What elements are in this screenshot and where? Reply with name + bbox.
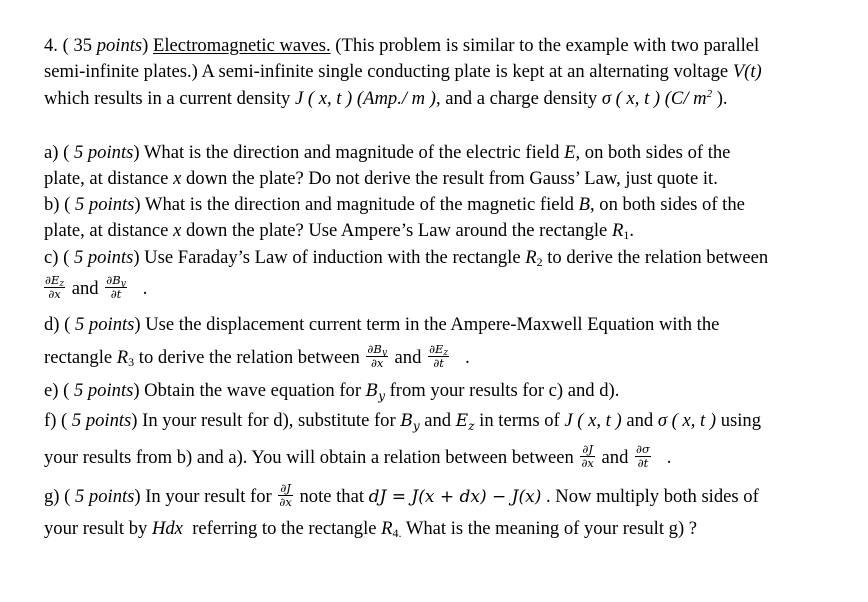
variable-x: x xyxy=(173,220,182,241)
part-text: your result by xyxy=(44,518,152,539)
charge-density-symbol: σ ( x, t ) xyxy=(601,88,661,109)
part-text: down the plate? Use Ampere’s Law around the rectangle xyxy=(181,220,612,241)
field-symbol: B xyxy=(578,194,590,215)
part-text: to derive the relation between xyxy=(134,346,365,368)
part-f-line-2 xyxy=(44,442,672,472)
fraction-dEz-dx: $\frac{\partial E_z}{\partial x}$ xyxy=(45,273,65,301)
part-e-line-1 xyxy=(44,380,619,402)
part-text: and xyxy=(419,410,456,431)
part-text: plate, at distance xyxy=(44,168,174,189)
rectangle-subscript: 2 xyxy=(536,255,543,269)
part-d-line-1 xyxy=(44,314,719,336)
rectangle-subscript: 1 xyxy=(623,228,630,242)
fraction-dBy-dt: $\frac{\partial B_y}{\partial t}$ xyxy=(106,273,126,301)
rectangle-symbol: R xyxy=(381,518,393,539)
points-label: points xyxy=(96,35,143,56)
part-points: 5 points xyxy=(74,314,135,335)
part-text: , on both sides of the xyxy=(575,142,731,163)
part-text: ) Use the displacement current term in the Ampere-Maxwell Equation with the xyxy=(134,314,720,335)
part-b-line-2 xyxy=(44,220,634,242)
part-text: plate, at distance xyxy=(44,220,174,241)
part-text: . Now multiply both sides of xyxy=(541,485,759,507)
intro-line-2 xyxy=(44,61,762,83)
problem-title: Electromagnetic waves. xyxy=(153,35,331,56)
problem-points: 35 xyxy=(73,35,93,56)
rectangle-subscript: 3 xyxy=(128,354,135,369)
part-text: from your results for c) and d). xyxy=(384,380,620,401)
fraction-dBy-dx: $\frac{\partial B_y}{\partial x}$ xyxy=(367,342,387,370)
part-label: g) ( xyxy=(44,485,75,507)
part-text: note that xyxy=(294,485,369,507)
part-text: your results from b) and a). You will obtain a relation between between xyxy=(44,446,579,468)
variable-x: x xyxy=(173,168,182,189)
part-text: down the plate? Do not derive the result from Gauss’ Law, just quote it. xyxy=(181,168,718,189)
part-text: and xyxy=(67,277,104,299)
charge-units: (C/ $m^2$ xyxy=(664,88,713,109)
part-label: b) ( xyxy=(44,194,75,215)
part-points: 5 points xyxy=(74,194,135,215)
part-text: . xyxy=(451,346,470,368)
part-b-line-1 xyxy=(44,194,745,216)
intro-text: ). xyxy=(712,88,728,109)
part-g-line-1 xyxy=(44,481,759,511)
part-points: 5 points xyxy=(73,380,134,401)
current-density-symbol: J ( x, t ) xyxy=(294,88,353,109)
part-text: . xyxy=(128,277,148,299)
part-points: 5 points xyxy=(71,410,132,431)
part-text: . xyxy=(629,220,634,241)
variable-B: B xyxy=(365,381,379,401)
part-text: and xyxy=(621,410,658,431)
part-label: c) ( xyxy=(44,247,74,268)
problem-header-line: 4. ( 35 points) Electromagnetic waves. (This problem is similar to the example with two parallel xyxy=(44,35,760,56)
fraction-dJ-dx: $\frac{\partial J}{\partial x}$ xyxy=(279,481,292,509)
part-text: in terms of xyxy=(474,410,565,431)
part-d-line-2 xyxy=(44,342,470,372)
rectangle-subscript: 4. xyxy=(392,526,402,540)
variable-B: B xyxy=(400,411,413,431)
part-a-line-1 xyxy=(44,142,730,164)
variable-subscript: z xyxy=(468,419,475,433)
part-text: using xyxy=(716,410,762,431)
fraction-dsigma-dt: $\frac{\partial\sigma}{\partial t}$ xyxy=(636,442,650,470)
current-density-symbol: J ( x, t ) xyxy=(564,410,622,431)
part-g-line-2 xyxy=(44,518,697,540)
part-text: What is the meaning of your result g) ? xyxy=(401,518,698,539)
part-text: to derive the relation between xyxy=(542,247,769,268)
rectangle-symbol: R xyxy=(116,346,129,368)
variable-subscript: y xyxy=(378,389,385,403)
variable-subscript: y xyxy=(412,419,420,433)
variable-E: E xyxy=(455,411,469,431)
part-a-line-2 xyxy=(44,168,718,190)
part-label: f) ( xyxy=(44,410,72,431)
part-f-line-1 xyxy=(44,410,761,432)
part-text: ) In your result for d), substitute for xyxy=(131,410,401,431)
intro-text: , and a charge density xyxy=(435,88,602,109)
part-label: a) ( xyxy=(44,142,74,163)
part-text: and xyxy=(596,446,634,468)
intro-text: (This problem is similar to the example with two parallel xyxy=(330,35,760,56)
field-symbol: E xyxy=(564,142,576,163)
intro-text: which results in a current density xyxy=(44,88,295,109)
part-text: referring to the rectangle xyxy=(182,518,382,539)
part-text: rectangle xyxy=(44,346,117,368)
rectangle-symbol: R xyxy=(611,220,624,241)
problem-number: 4. xyxy=(44,35,58,56)
intro-line-3 xyxy=(44,88,728,110)
part-points: 5 points xyxy=(73,142,134,163)
part-text: ) In your result for xyxy=(134,485,277,507)
intro-text: semi-infinite plates.) A semi-infinite single conducting plate is kept at an alternating voltage xyxy=(44,61,733,82)
part-text: ) Obtain the wave equation for xyxy=(133,380,366,401)
part-text: . xyxy=(652,446,672,468)
Hdx-symbol: Hdx xyxy=(151,518,183,539)
fraction-dEz-dt: $\frac{\partial E_z}{\partial t}$ xyxy=(429,342,449,370)
part-label: e) ( xyxy=(44,380,74,401)
part-c-line-1 xyxy=(44,247,768,269)
part-c-line-2 xyxy=(42,273,148,303)
current-difference-equation: dJ = J(x + dx) − J(x) xyxy=(368,486,542,507)
part-text: and xyxy=(389,346,427,368)
current-units: (Amp./ m ) xyxy=(356,88,436,109)
fraction-dJ-dx: $\frac{\partial J}{\partial x}$ xyxy=(581,442,594,470)
part-text: ) Use Faraday’s Law of induction with the rectangle xyxy=(133,247,526,268)
part-text: ) What is the direction and magnitude of the electric field xyxy=(133,142,565,163)
voltage-symbol: V(t) xyxy=(732,61,762,82)
part-text: ) What is the direction and magnitude of the magnetic field xyxy=(134,194,579,215)
part-text: , on both sides of the xyxy=(589,194,745,215)
part-points: 5 points xyxy=(74,485,135,507)
part-points: 5 points xyxy=(73,247,134,268)
rectangle-symbol: R xyxy=(525,247,537,268)
charge-density-symbol: σ ( x, t ) xyxy=(657,410,717,431)
part-label: d) ( xyxy=(44,314,75,335)
